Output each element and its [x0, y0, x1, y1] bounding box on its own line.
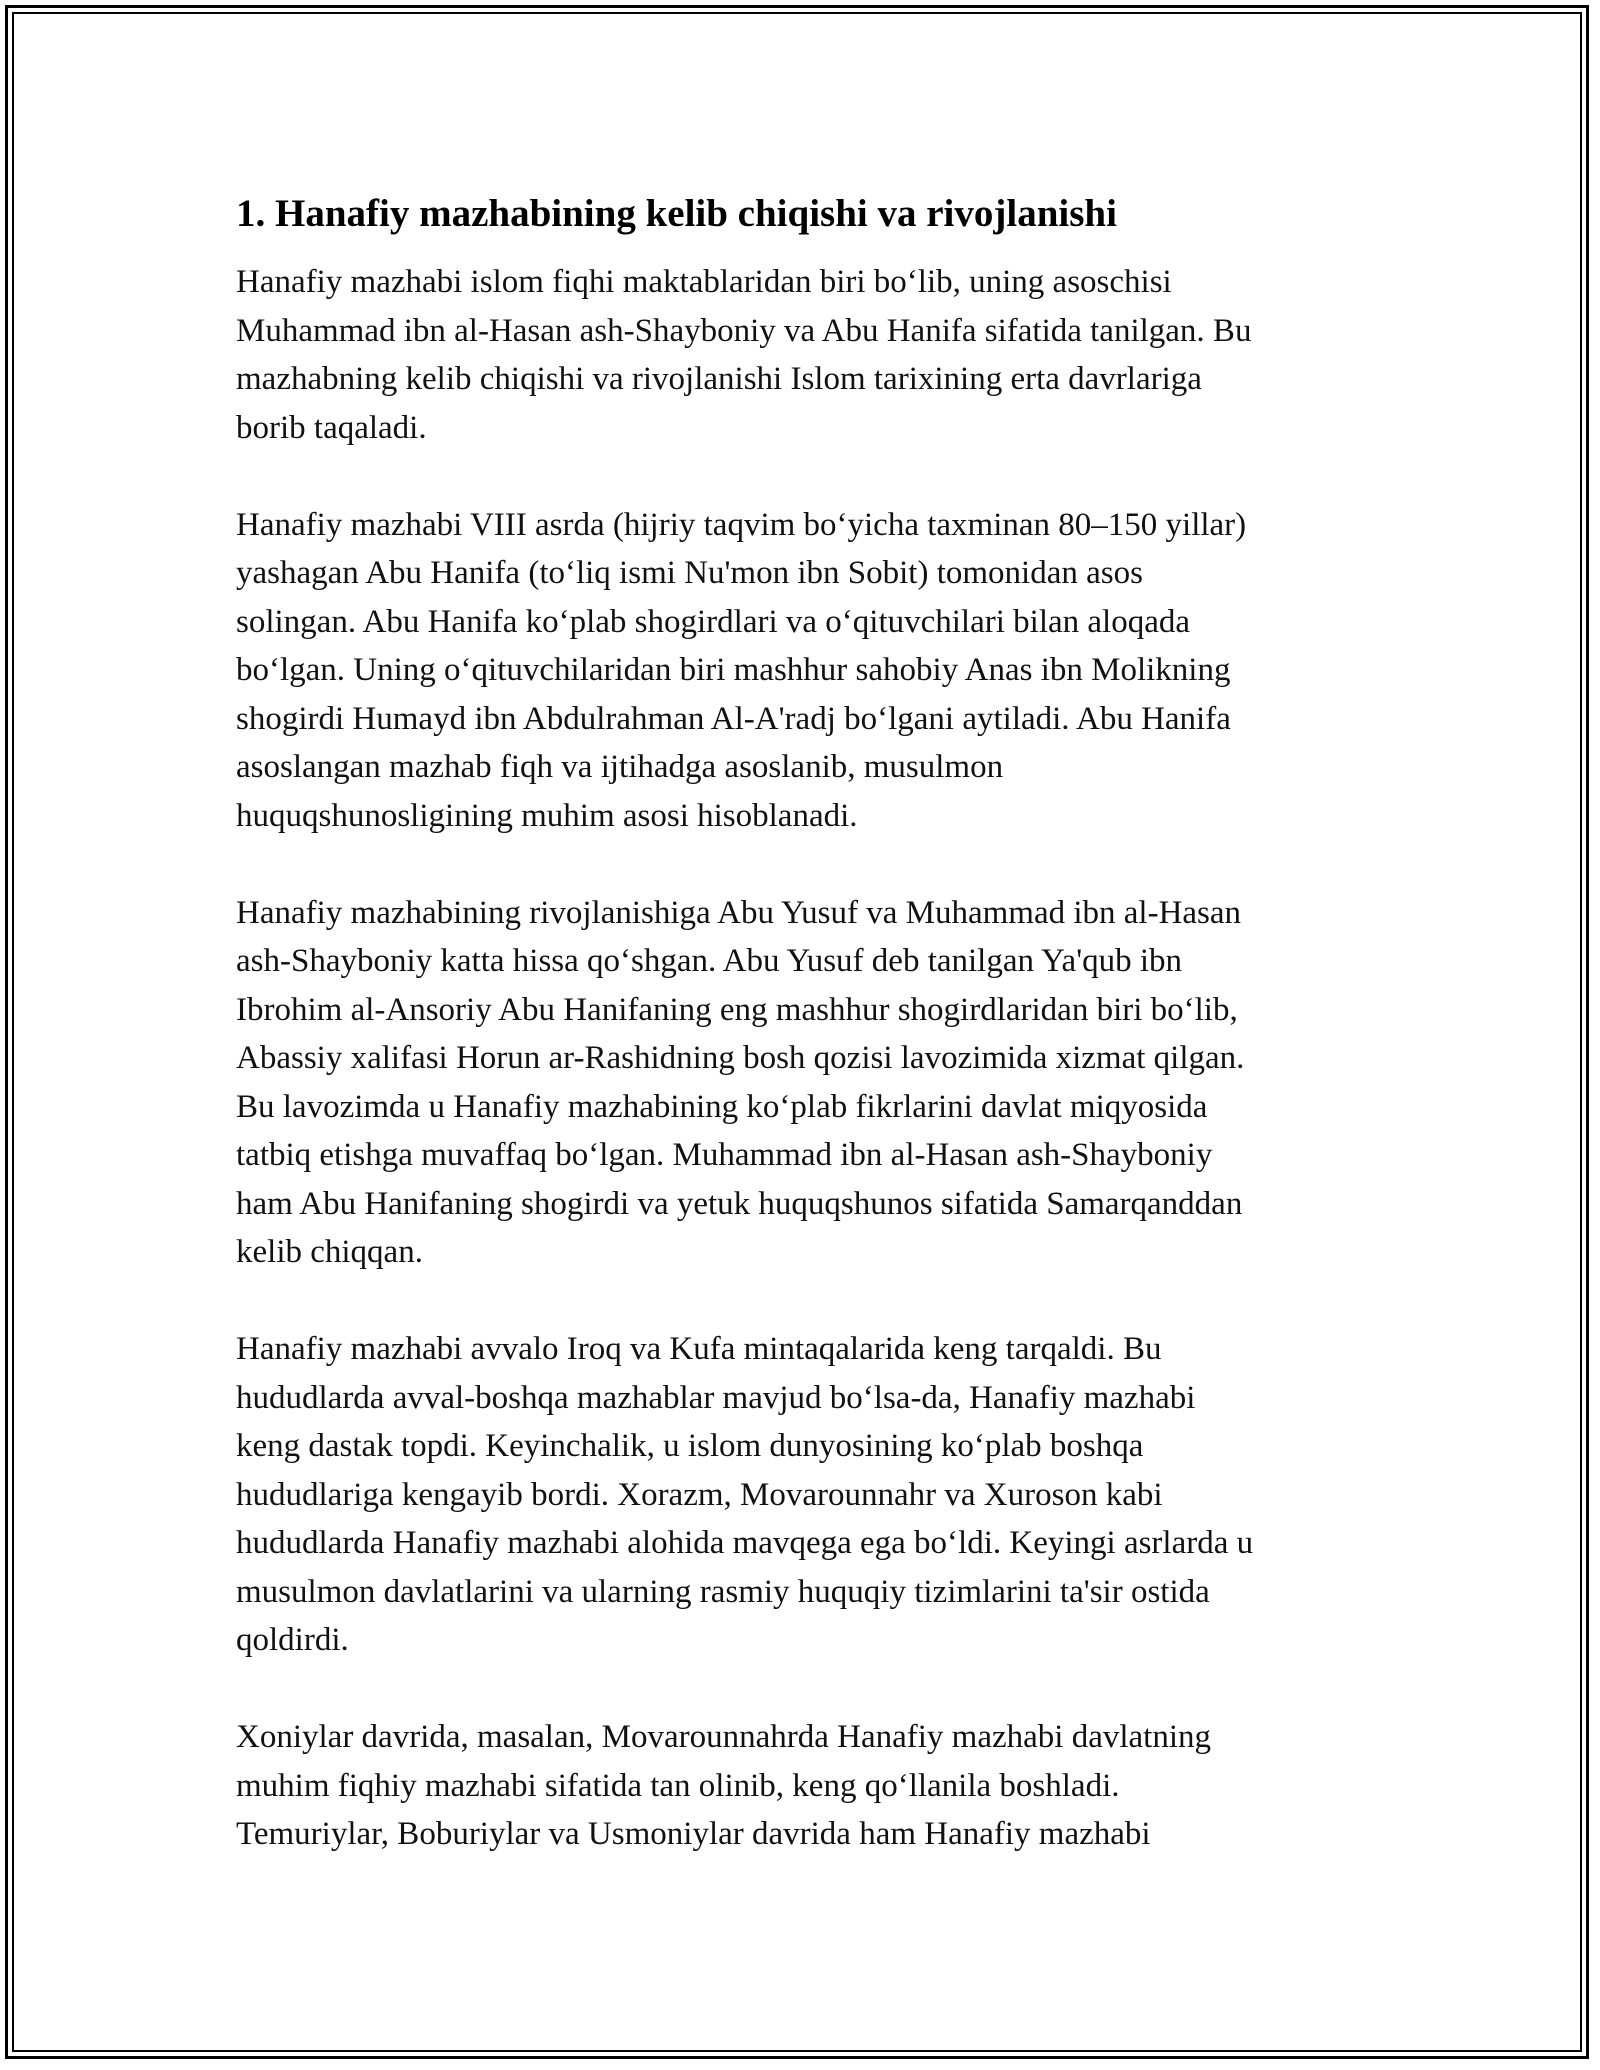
- paragraph-line: Hanafiy mazhabining rivojlanishiga Abu Yusuf va Muhammad ibn al-Hasan: [236, 894, 1242, 931]
- paragraph-line: Hanafiy mazhabi islom fiqhi maktablaridan biri bo‘lib, uning asoschisi: [236, 264, 1172, 300]
- paragraph-line: Xoniylar davrida, masalan, Movarounnahrda Hanafiy mazhabi davlatning: [236, 1719, 1211, 1755]
- paragraph-line: Hanafiy mazhabi VIII asrda (hijriy taqvim bo‘yicha taxminan 80–150 yillar): [236, 506, 1247, 543]
- paragraph-line: kelib chiqqan.: [236, 1234, 423, 1270]
- paragraph-line: huquqshunosligining muhim asosi hisoblanadi.: [236, 797, 858, 834]
- paragraph-line: ash-Shayboniy katta hissa qo‘shgan. Abu Yusuf deb tanilgan Ya'qub ibn: [236, 943, 1183, 979]
- paragraph-line: Muhammad ibn al-Hasan ash-Shayboniy va Abu Hanifa sifatida tanilgan. Bu: [236, 312, 1252, 349]
- paragraph-line: Abassiy xalifasi Horun ar-Rashidning bosh qozisi lavozimida xizmat qilgan.: [236, 1040, 1245, 1076]
- paragraph-line: hududlarda Hanafiy mazhabi alohida mavqega ega bo‘ldi. Keyingi asrlarda u: [236, 1525, 1254, 1561]
- paragraph-line: hududlariga kengayib bordi. Xorazm, Movarounnahr va Xuroson kabi: [236, 1476, 1163, 1513]
- paragraph-line: borib taqaladi.: [236, 409, 427, 446]
- body-paragraph: [236, 258, 1386, 452]
- paragraph-line: solingan. Abu Hanifa ko‘plab shogirdlari va o‘qituvchilari bilan aloqada: [236, 603, 1191, 640]
- body-paragraph: [236, 1713, 1386, 1859]
- paragraph-line: shogirdi Humayd ibn Abdulrahman Al-A'radj bo‘lgani aytiladi. Abu Hanifa: [236, 700, 1231, 737]
- body-paragraph: [236, 889, 1386, 1277]
- paragraph-line: asoslangan mazhab fiqh va ijtihadga asoslanib, musulmon: [236, 749, 1004, 785]
- body-paragraph: [236, 501, 1386, 841]
- paragraph-line: mazhabning kelib chiqishi va rivojlanishi Islom tarixining erta davrlariga: [236, 361, 1202, 397]
- paragraph-line: qoldirdi.: [236, 1622, 349, 1658]
- body-paragraph: [236, 1325, 1386, 1665]
- section-heading: 1. Hanafiy mazhabining kelib chiqishi va rivojlanishi: [236, 192, 1117, 235]
- paragraph-line: Bu lavozimda u Hanafiy mazhabining ko‘plab fikrlarini davlat miqyosida: [236, 1088, 1208, 1125]
- paragraph-line: yashagan Abu Hanifa (to‘liq ismi Nu'mon ibn Sobit) tomonidan asos: [236, 555, 1143, 591]
- paragraph-line: Temuriylar, Boburiylar va Usmoniylar davrida ham Hanafiy mazhabi: [236, 1816, 1151, 1852]
- paragraph-line: Hanafiy mazhabi avvalo Iroq va Kufa mintaqalarida keng tarqaldi. Bu: [236, 1331, 1162, 1367]
- paragraph-line: hududlarda avval-boshqa mazhablar mavjud bo‘lsa-da, Hanafiy mazhabi: [236, 1379, 1196, 1416]
- paragraph-line: tatbiq etishga muvaffaq bo‘lgan. Muhammad ibn al-Hasan ash-Shayboniy: [236, 1137, 1213, 1173]
- paragraph-line: bo‘lgan. Uning o‘qituvchilaridan biri mashhur sahobiy Anas ibn Molikning: [236, 652, 1231, 688]
- paragraph-line: ham Abu Hanifaning shogirdi va yetuk huquqshunos sifatida Samarqanddan: [236, 1185, 1243, 1222]
- paragraphs-container: [236, 258, 1386, 1859]
- document-body: [236, 188, 1386, 1859]
- paragraph-line: Ibrohim al-Ansoriy Abu Hanifaning eng mashhur shogirdlaridan biri bo‘lib,: [236, 991, 1238, 1028]
- paragraph-line: keng dastak topdi. Keyinchalik, u islom dunyosining ko‘plab boshqa: [236, 1428, 1144, 1464]
- paragraph-line: musulmon davlatlarini va ularning rasmiy huquqiy tizimlarini ta'sir ostida: [236, 1573, 1210, 1610]
- paragraph-line: muhim fiqhiy mazhabi sifatida tan olinib, keng qo‘llanila boshladi.: [236, 1767, 1120, 1804]
